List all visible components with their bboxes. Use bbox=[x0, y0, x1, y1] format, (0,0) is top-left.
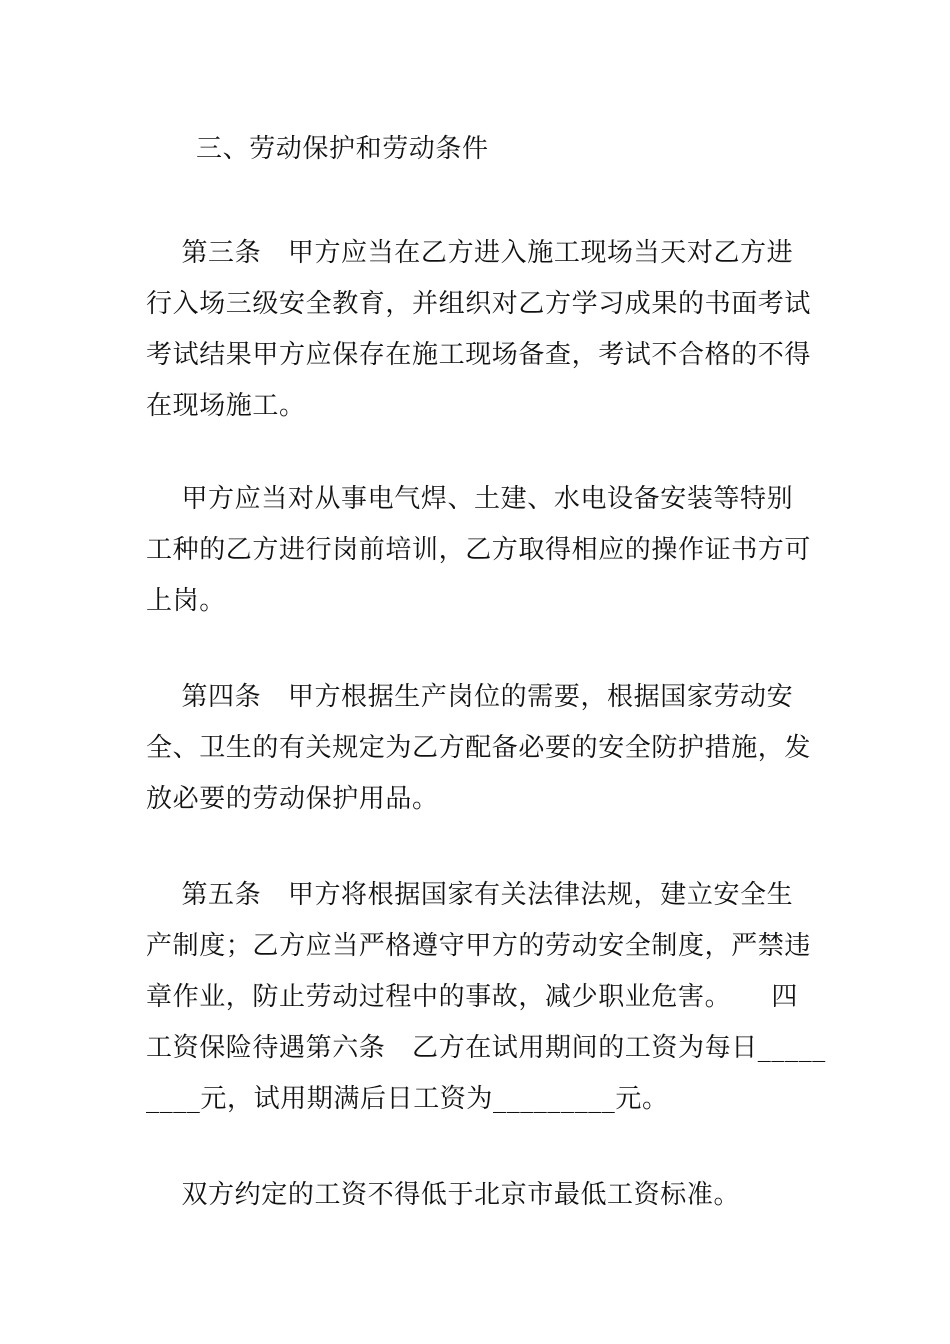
paragraph-line: 章作业，防止劳动过程中的事故，减少职业危害。 四 bbox=[146, 982, 799, 1012]
paragraph-article-3 bbox=[146, 228, 812, 432]
paragraph-article-4 bbox=[146, 672, 812, 825]
paragraph-article-5-6 bbox=[146, 870, 826, 1125]
paragraph-line: 上岗。 bbox=[146, 586, 226, 616]
paragraph-line: 甲方应当对从事电气焊、土建、水电设备安装等特别 bbox=[146, 484, 794, 514]
paragraph-line: 考试结果甲方应保存在施工现场备查，考试不合格的不得 bbox=[146, 340, 812, 370]
paragraph-line: 工资保险待遇第六条 乙方在试用期间的工资为每日_____ bbox=[146, 1033, 826, 1063]
paragraph-line: 工种的乙方进行岗前培训，乙方取得相应的操作证书方可 bbox=[146, 535, 812, 565]
paragraph-training bbox=[146, 474, 812, 627]
paragraph-minimum-wage bbox=[146, 1170, 808, 1221]
paragraph-line: 全、卫生的有关规定为乙方配备必要的安全防护措施，发 bbox=[146, 733, 812, 763]
paragraph-line: 第三条 甲方应当在乙方进入施工现场当天对乙方进 bbox=[146, 238, 794, 268]
paragraph-line: 第五条 甲方将根据国家有关法律法规，建立安全生 bbox=[146, 880, 794, 910]
paragraph-line: 行入场三级安全教育，并组织对乙方学习成果的书面考试 bbox=[146, 289, 812, 319]
paragraph-line: 第四条 甲方根据生产岗位的需要，根据国家劳动安 bbox=[146, 682, 794, 712]
paragraph-line: ____元，试用期满后日工资为_________元。 bbox=[146, 1084, 669, 1114]
paragraph-line: 在现场施工。 bbox=[146, 391, 306, 421]
section-heading: 三、劳动保护和劳动条件 bbox=[196, 134, 489, 164]
paragraph-line: 放必要的劳动保护用品。 bbox=[146, 784, 439, 814]
paragraph-line: 双方约定的工资不得低于北京市最低工资标准。 bbox=[146, 1180, 741, 1210]
paragraph-line: 产制度；乙方应当严格遵守甲方的劳动安全制度，严禁违 bbox=[146, 931, 812, 961]
